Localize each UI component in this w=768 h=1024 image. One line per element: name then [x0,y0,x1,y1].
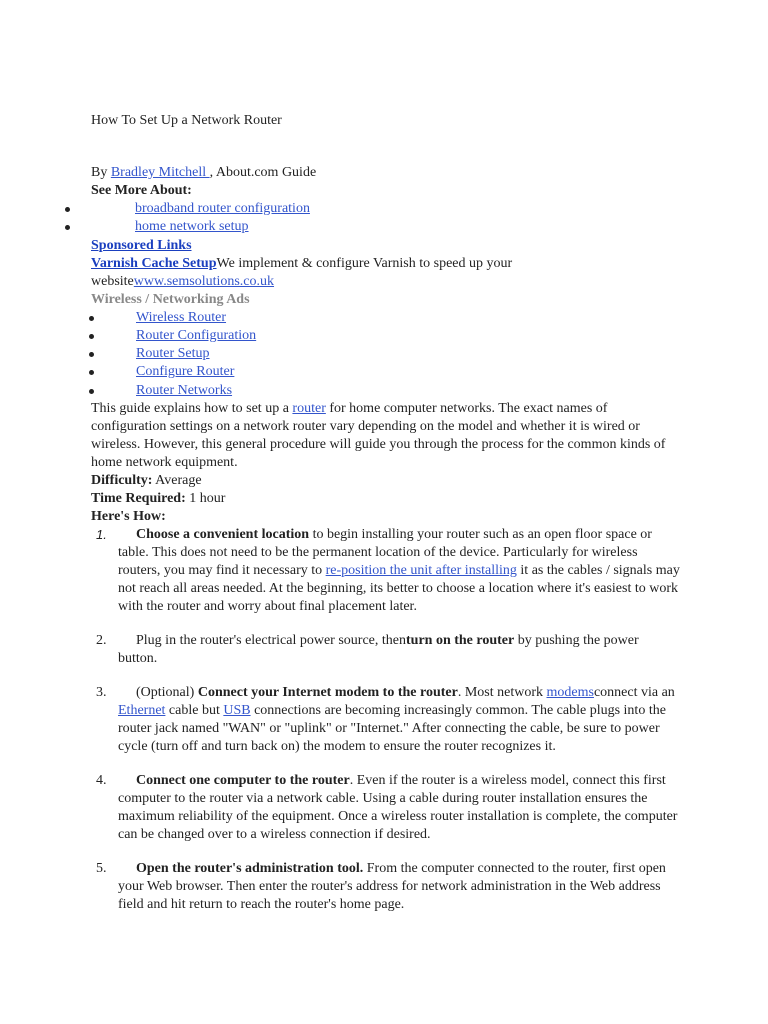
article [91,112,681,930]
step-number: 2. [96,632,107,648]
sponsored-ad [91,255,681,291]
see-more-link-home-network[interactable]: home network setup [135,219,249,235]
steps-list [91,526,681,914]
wireless-ads-list [91,309,681,400]
step-3: 3. (Optional) Connect your Internet modem to the router. Most network modemsconnect via an Ethernet cable but USB connections are becoming increasingly common. The cable plugs into the router jack named "WAN" or "uplink" or "Internet." After connecting the cable, be sure to power cycle (turn off and turn back on) the modem to ensure the router recognizes it. [96,684,675,754]
difficulty-value: Average [152,472,202,488]
step-5: 5. Open the router's administration tool. From the computer connected to the router, first open your Web browser. Then enter the router's address for network administration in the Web address field and hit return to reach the router's home page. [96,860,666,912]
see-more-link-broadband[interactable]: broadband router configuration [135,201,310,216]
ad-link-router-setup[interactable]: Router Setup [136,346,210,361]
step-number: 3. [96,684,107,700]
router-link[interactable]: router [292,400,326,416]
ad-title-link[interactable]: Varnish Cache Setup [91,255,217,271]
step-1-heading: Choose a convenient location [136,526,310,542]
author-link[interactable]: Bradley Mitchell [110,165,210,180]
intro-paragraph: This guide explains how to set up a router for home computer networks. The exact names of configuration settings on a network router vary depending on the model and whether it is wired or wireless. However, this general procedure will guide you through the process for the common kinds of home network equipment. [91,400,666,470]
list-item [91,327,681,345]
step-4-heading: Connect one computer to the router [136,772,350,788]
list-item [91,218,681,236]
time-required [91,490,681,508]
heres-how-heading: Here's How: [91,508,166,524]
bullet-icon [89,316,94,321]
time-value: 1 hour [185,490,226,506]
bullet-icon [89,352,94,357]
byline [91,164,681,182]
step-3-heading: Connect your Internet modem to the router [197,684,458,700]
ad-text: We implement & configure Varnish to speed up your [216,255,513,271]
ad-link-router-configuration[interactable]: Router Configuration [136,327,257,343]
step-number: 5. [96,860,107,876]
difficulty-label: Difficulty: [91,472,153,488]
ad-link-wireless-router[interactable]: Wireless Router [136,309,227,325]
usb-link[interactable]: USB [223,702,251,718]
bullet-icon [89,370,94,375]
ad-text-2: website [91,273,134,289]
step-5-heading: Open the router's administration tool. [136,860,364,876]
sponsored-links-heading[interactable]: Sponsored Links [91,237,192,253]
ethernet-link[interactable]: Ethernet [118,702,166,718]
ad-url-link[interactable]: www.semsolutions.co.uk [133,273,275,289]
list-item [91,363,681,381]
list-item [91,345,681,363]
see-more-list [91,200,681,237]
ad-link-configure-router[interactable]: Configure Router [136,364,235,380]
see-more-label: See More About: [91,183,192,198]
bullet-icon [89,389,94,394]
list-item [91,382,681,400]
step-2: 2. Plug in the router's electrical power source, thenturn on the router by pushing the power button. [96,632,639,666]
step-4: 4. Connect one computer to the router. Even if the router is a wireless model, connect this first computer to the router via a network cable. Using a cable during router installation ensures the maximum reliability of the equipment. Once a wireless router installation is complete, the computer can be changed over to a wireless connection if desired. [96,772,678,842]
list-item [91,200,681,218]
modems-link[interactable]: modems [546,684,594,700]
step-number: 1. [96,526,107,542]
reposition-link[interactable]: re-position the unit after installing [325,562,517,578]
page-title: How To Set Up a Network Router [91,113,282,128]
bullet-icon [65,225,70,230]
step-number: 4. [96,772,107,788]
bullet-icon [89,334,94,339]
difficulty [91,472,681,490]
step-2-heading: turn on the router [406,632,515,648]
list-item [91,309,681,327]
bullet-icon [65,207,70,212]
step-1: 1. Choose a convenient location to begin installing your router such as an open floor space or table. This does not need to be the permanent location of the device. Particularly for wireless routers, you may find it necessary to re-position the unit after installing it as the cables / signals may not reach all areas needed. At the beginning, its better to choose a location where it's easiest to work with the router and worry about final placement later. [96,526,680,614]
byline-suffix: , About.com Guide [209,165,317,180]
time-label: Time Required: [91,490,186,506]
ad-link-router-networks[interactable]: Router Networks [136,382,233,398]
wireless-ads-heading: Wireless / Networking Ads [91,291,250,307]
byline-prefix: By [91,165,111,180]
